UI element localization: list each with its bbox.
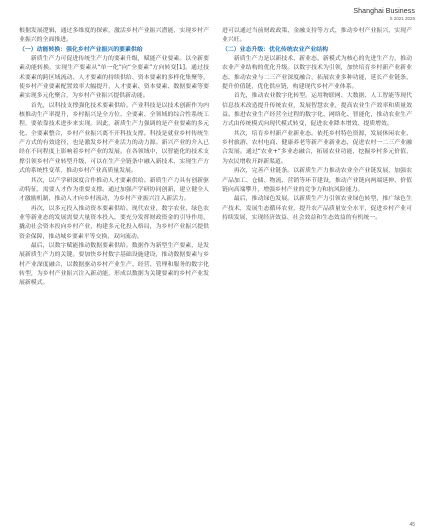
- section-heading: （二）业态升级：优化传统农业产业结构: [222, 46, 329, 53]
- right-column: [222, 27, 412, 518]
- masthead-title: Shanghai Business: [353, 8, 415, 15]
- section-heading: （一）动能转换：强化乡村产业振兴的要素供给: [19, 46, 143, 53]
- body-paragraph: 首先，推动农业数字化转型。运用物联网、大数据、人工智能等现代信息技术改造提升传统农业，发展智慧农业，提高农业生产效率和质量效益。推进农业生产经营全过程的数字化、网络化、智能化，推动农业生产方式由传统模式向现代模式转变，促进农业降本增效、提质增效。: [222, 93, 412, 128]
- body-paragraph: 最后，以数字赋能推动数据要素供给。数据作为新型生产要素，是发展新质生产力的关键。要加快乡村数字基础设施建设，推动数据要素与乡村产业深度融合，以数据驱动乡村产业生产、经营、管理和服务的数字化转型，为乡村产业振兴注入新动能，形成以数据为关键要素的乡村产业发展新模式。: [19, 242, 209, 287]
- body-paragraph: 其次，培育乡村新产业新业态。依托乡村特色资源，发展休闲农业、乡村旅游、农村电商、健康养老等新产业新业态，促进农村一二三产业融合发展。通过“农业+”多业态融合，拓展农业功能，挖掘乡村多元价值，为农民增收开辟新渠道。: [222, 130, 412, 165]
- body-paragraph: 再次，完善产业链条。以新质生产力推动农业全产业链发展，加强农产品加工、仓储、物流、营销等环节建设，推动产业链向两端延伸、价值链向高端攀升，增强乡村产业的竞争力和抗风险能力。: [222, 168, 412, 193]
- body-paragraph: 首先，以科技支撑强化技术要素供给。产业科技是以技术创新作为内核推动生产率提升，乡村振兴是全方位、全要素、全领域的综合性系统工程，要依靠技术进步来实现。因此，新质生产力强调的是产业要素的多元化、全要素整合，乡村产业振兴离不开科技支撑。科技是就业乡村传统生产方式的有效途径，也是激发乡村产业活力的动力源。新兴产业的介入已经在不同程度上影响着乡村产业的发展。在各领域中，以智能化的技术支撑引领乡村产业转型升级，可以在生产全链条中融入新技术，实现生产方式的系统性变革，推动乡村产业高质量发展。: [19, 102, 209, 175]
- body-paragraph: 新质生产力可促进传统生产力的要素升级，赋能产业要素。以全新要素动能转换，实现生产要素从“单一化”向“全要素”方向转变[1]。通过技术要素的跨区域流动、人才要素的持续供给、资本要素的多样化集聚等，使乡村产业要素配置效率大幅提升，人才要素、资本要素、数据要素等要素实现多元化聚合，为乡村产业振兴提供新动能。: [19, 56, 209, 100]
- body-paragraph: 其次，以产学研深度合作推动人才要素供给。新质生产力具有创新驱动特征，需要人才作为重要支撑。通过加强产学研协同创新，建立健全人才激励机制，推动人才向乡村流动，为乡村产业振兴注入新活力。: [19, 177, 209, 203]
- masthead: [353, 8, 415, 21]
- body-paragraph: 新质生产力是以新技术、新业态、新模式为核心的先进生产力，推动农业产业结构的优化升级。以数字技术为引领，加快培育乡村新产业新业态，推动农业与二三产业深度融合，拓展农业多种功能，延长产业链条，提升价值链，优化供应链，构建现代乡村产业体系。: [222, 56, 412, 91]
- body-paragraph: 根据发展逻辑，通过多维度的探索，激活乡村产业振兴潜能，实现乡村产业振兴的全面推进。: [19, 28, 209, 44]
- body-paragraph: 再次，以多元投入推动资本要素供给。现代农业、数字农业、绿色农业等新业态的发展需要大量资本投入，要充分发挥财政资金的引导作用，撬动社会资本投向乡村产业，构建多元化投入格局，为乡村产业振兴提供资金保障，推动城乡要素平等交换、双向流动。: [19, 205, 209, 240]
- masthead-issue: 5 2021 2025: [389, 16, 415, 21]
- left-column: [19, 27, 209, 518]
- page-number: 45: [409, 522, 415, 528]
- body-paragraph: 进可以通过当前财政政策、金融支持等方式，推动乡村产业振兴，实现产业兴旺。: [222, 28, 412, 44]
- body-paragraph: 最后，推动绿色发展。以新质生产力引领农业绿色转型，推广绿色生产技术，发展生态循环农业，提升农产品质量安全水平，促进乡村产业可持续发展，实现经济效益、社会效益和生态效益的有机统一。: [222, 196, 412, 221]
